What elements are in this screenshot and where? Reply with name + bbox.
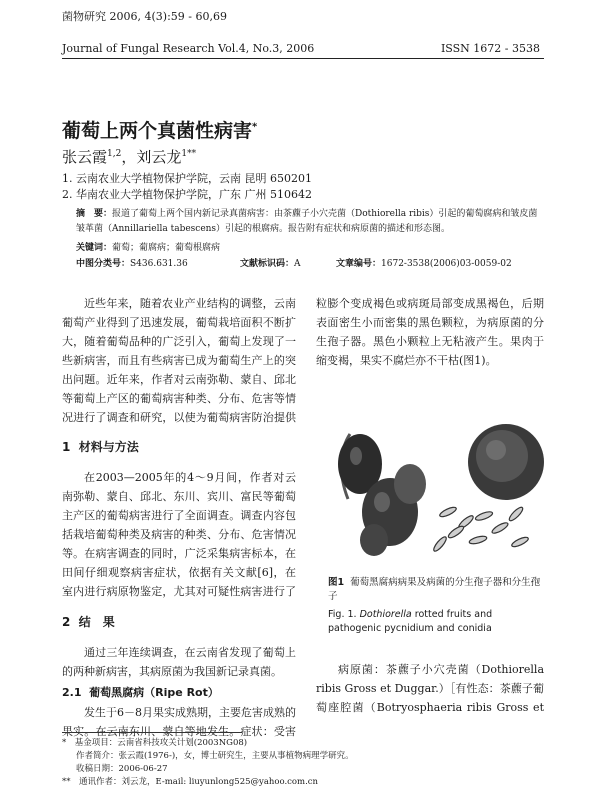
issn: ISSN 1672 - 3538 [440,42,540,55]
title-text: 葡萄上两个真菌性病害 [62,120,253,142]
footnotes [62,737,544,789]
subsection-2-1-body: 发生于6－8月果实成熟期，主要危害成熟的果实。在云南东川、蒙自等地发生。症状：受害 [62,706,296,738]
section-2-number: 2 [62,615,71,629]
footnote-author [62,750,544,763]
doc-code-label: 文献标识码： [240,259,295,269]
figure-1-species: Dothiorella [359,609,412,620]
author-list [62,146,196,167]
symptom-paragraph: 粒膨个变成褐色或病斑局部变成黑褐色，后期表面密生小而密集的黑色颗粒，为病原菌的分生孢子器。黑色小颗粒上无粘液产生。果肉于缩变褐，果实不腐烂亦不干枯(图1)。 [316,297,544,367]
article-no-label: 文章编号： [336,259,382,269]
rotted-fruit-photo [338,434,426,556]
clc-line [76,256,188,269]
author-separator: ， [121,148,137,166]
author-1-name: 张云霞 [62,148,108,166]
author-1-sup: 1,2 [107,149,122,159]
subsection-2-1-number: 2.1 [62,686,82,699]
article-no-value: 1672-3538(2006)03-0059-02 [381,259,512,269]
figure-1-caption-en-text: rotted fruits and pathogenic pycnidium and conidia [328,609,493,634]
intro-paragraph: 近些年来，随着农业产业结构的调整，云南葡萄产业得到了迅速发展，葡萄栽培面积不断扩大，随着葡萄品种的广泛引入，葡萄上发现了一些新病害，而且有些病害已成为葡萄生产上的突出问题。近年来，作者对云南弥勒、蒙自、邱北等葡萄上产区的葡萄病害种类、分布、危害等情况进行了调查和研究，以使为葡萄病害防治提供 [62,297,296,424]
footnote-corr-label: ** 通讯作者： [62,777,122,787]
footnote-received-text: 2006-06-27 [118,764,168,774]
affiliation-2: 2. 华南农业大学植物保护学院，广东 广州 510642 [62,188,312,201]
footnote-fund [62,737,544,750]
abstract-line-1 [76,208,546,221]
header-rule [62,58,544,59]
footnote-author-label: 作者简介： [76,751,119,761]
footnote-fund-label: * 基金项目： [62,738,118,748]
pathogen-paragraph [316,660,544,717]
subsection-2-1-title: 葡萄黑腐病（Ripe Rot） [89,686,219,699]
footnote-corr [62,776,544,789]
figure-1-image [320,404,546,566]
abstract-text-1: 报道了葡萄上两个国内新记录真菌病害：由茶藨子小穴壳菌（Dothiorella ribis）引起的葡萄腐病和皱皮菌 [112,209,538,219]
abstract-line-2: 皱革菌（Annillariella tabescens）引起的根腐病。报告附有症状和病原菌的描述和形态图。 [76,224,451,234]
figure-1-caption-cn-text: 葡萄黑腐病病果及病菌的分生孢子器和分生孢子 [328,577,541,602]
figure-1-label-en: Fig. 1. [328,609,357,620]
doc-code-value: A [294,259,301,269]
title-mark: * [252,121,258,133]
author-2-sup: 1** [181,149,197,159]
author-2-name: 刘云龙 [136,148,182,166]
doc-code-line [240,256,301,269]
abstract-label: 摘 要： [76,209,113,219]
footnote-received [62,763,544,776]
section-2-title: 结 果 [78,615,115,629]
right-column [316,294,544,389]
keywords-line [76,240,220,253]
section-1-heading [62,438,296,458]
figure-1 [320,404,546,566]
pathogen-text-block [316,660,544,717]
footnote-author-text: 张云霞(1976-)，女，博士研究生，主要从事植物病理学研究。 [118,751,354,761]
section-1-body: 在2003—2005年的4～9月间，作者对云南弥勒、蒙自、邱北、东川、宾川、富民等葡萄主产区的葡萄病害进行了全面调查。调查内容包括栽培葡萄种类及病害的种类、分布、危害情况等。在病害调查的同时，广泛采集病害标本，在田间仔细观察病害症状，依据有关文献[6]，在室内进行病原物鉴定，尤其对可疑性病害进行了 [62,471,296,598]
section-2-body: 通过三年连续调查，在云南省发现了葡萄上的两种新病害，其病原菌为我国新记录真菌。 [62,646,296,678]
clc-value: S436.631.36 [130,259,188,269]
footnote-corr-text: 刘云龙，E-mail: liuyunlong525@yahoo.com.cn [121,777,319,787]
section-2-heading [62,613,296,633]
article-no-line [336,256,512,269]
clc-label: 中图分类号： [76,259,131,269]
figure-1-label-cn: 图1 [328,577,345,588]
figure-1-caption-en [328,608,546,636]
footnote-received-label: 收稿日期： [76,764,119,774]
section-1-number: 1 [62,440,71,454]
conidia-micrograph [432,505,530,552]
journal-cn-line: 菌物研究 2006, 4(3):59 - 60,69 [62,10,227,23]
keywords-text: 葡萄；葡腐病；葡萄根腐病 [112,243,221,253]
section-1-title: 材料与方法 [78,440,139,454]
subsection-2-1-heading [62,684,296,703]
pathogen-text: 茶藨子小穴壳菌（Dothiorella ribis Gross et Duggar.）［有性态：茶藨子葡萄座腔菌（Botryosphaeria ribis Gross et [316,663,544,714]
article-title [62,116,257,143]
footnote-rule [62,732,242,733]
footnote-fund-text: 云南省科技攻关计划(2003NG08) [117,738,248,748]
pycnidium-photo [468,424,544,500]
journal-en-line: Journal of Fungal Research Vol.4, No.3, 2006 [62,42,315,55]
affiliation-1: 1. 云南农业大学植物保护学院，云南 昆明 650201 [62,172,312,185]
figure-1-caption-cn [328,576,546,604]
keywords-label: 关键词： [76,243,113,253]
left-column [62,294,296,741]
pathogen-label: 病原菌： [338,663,386,676]
